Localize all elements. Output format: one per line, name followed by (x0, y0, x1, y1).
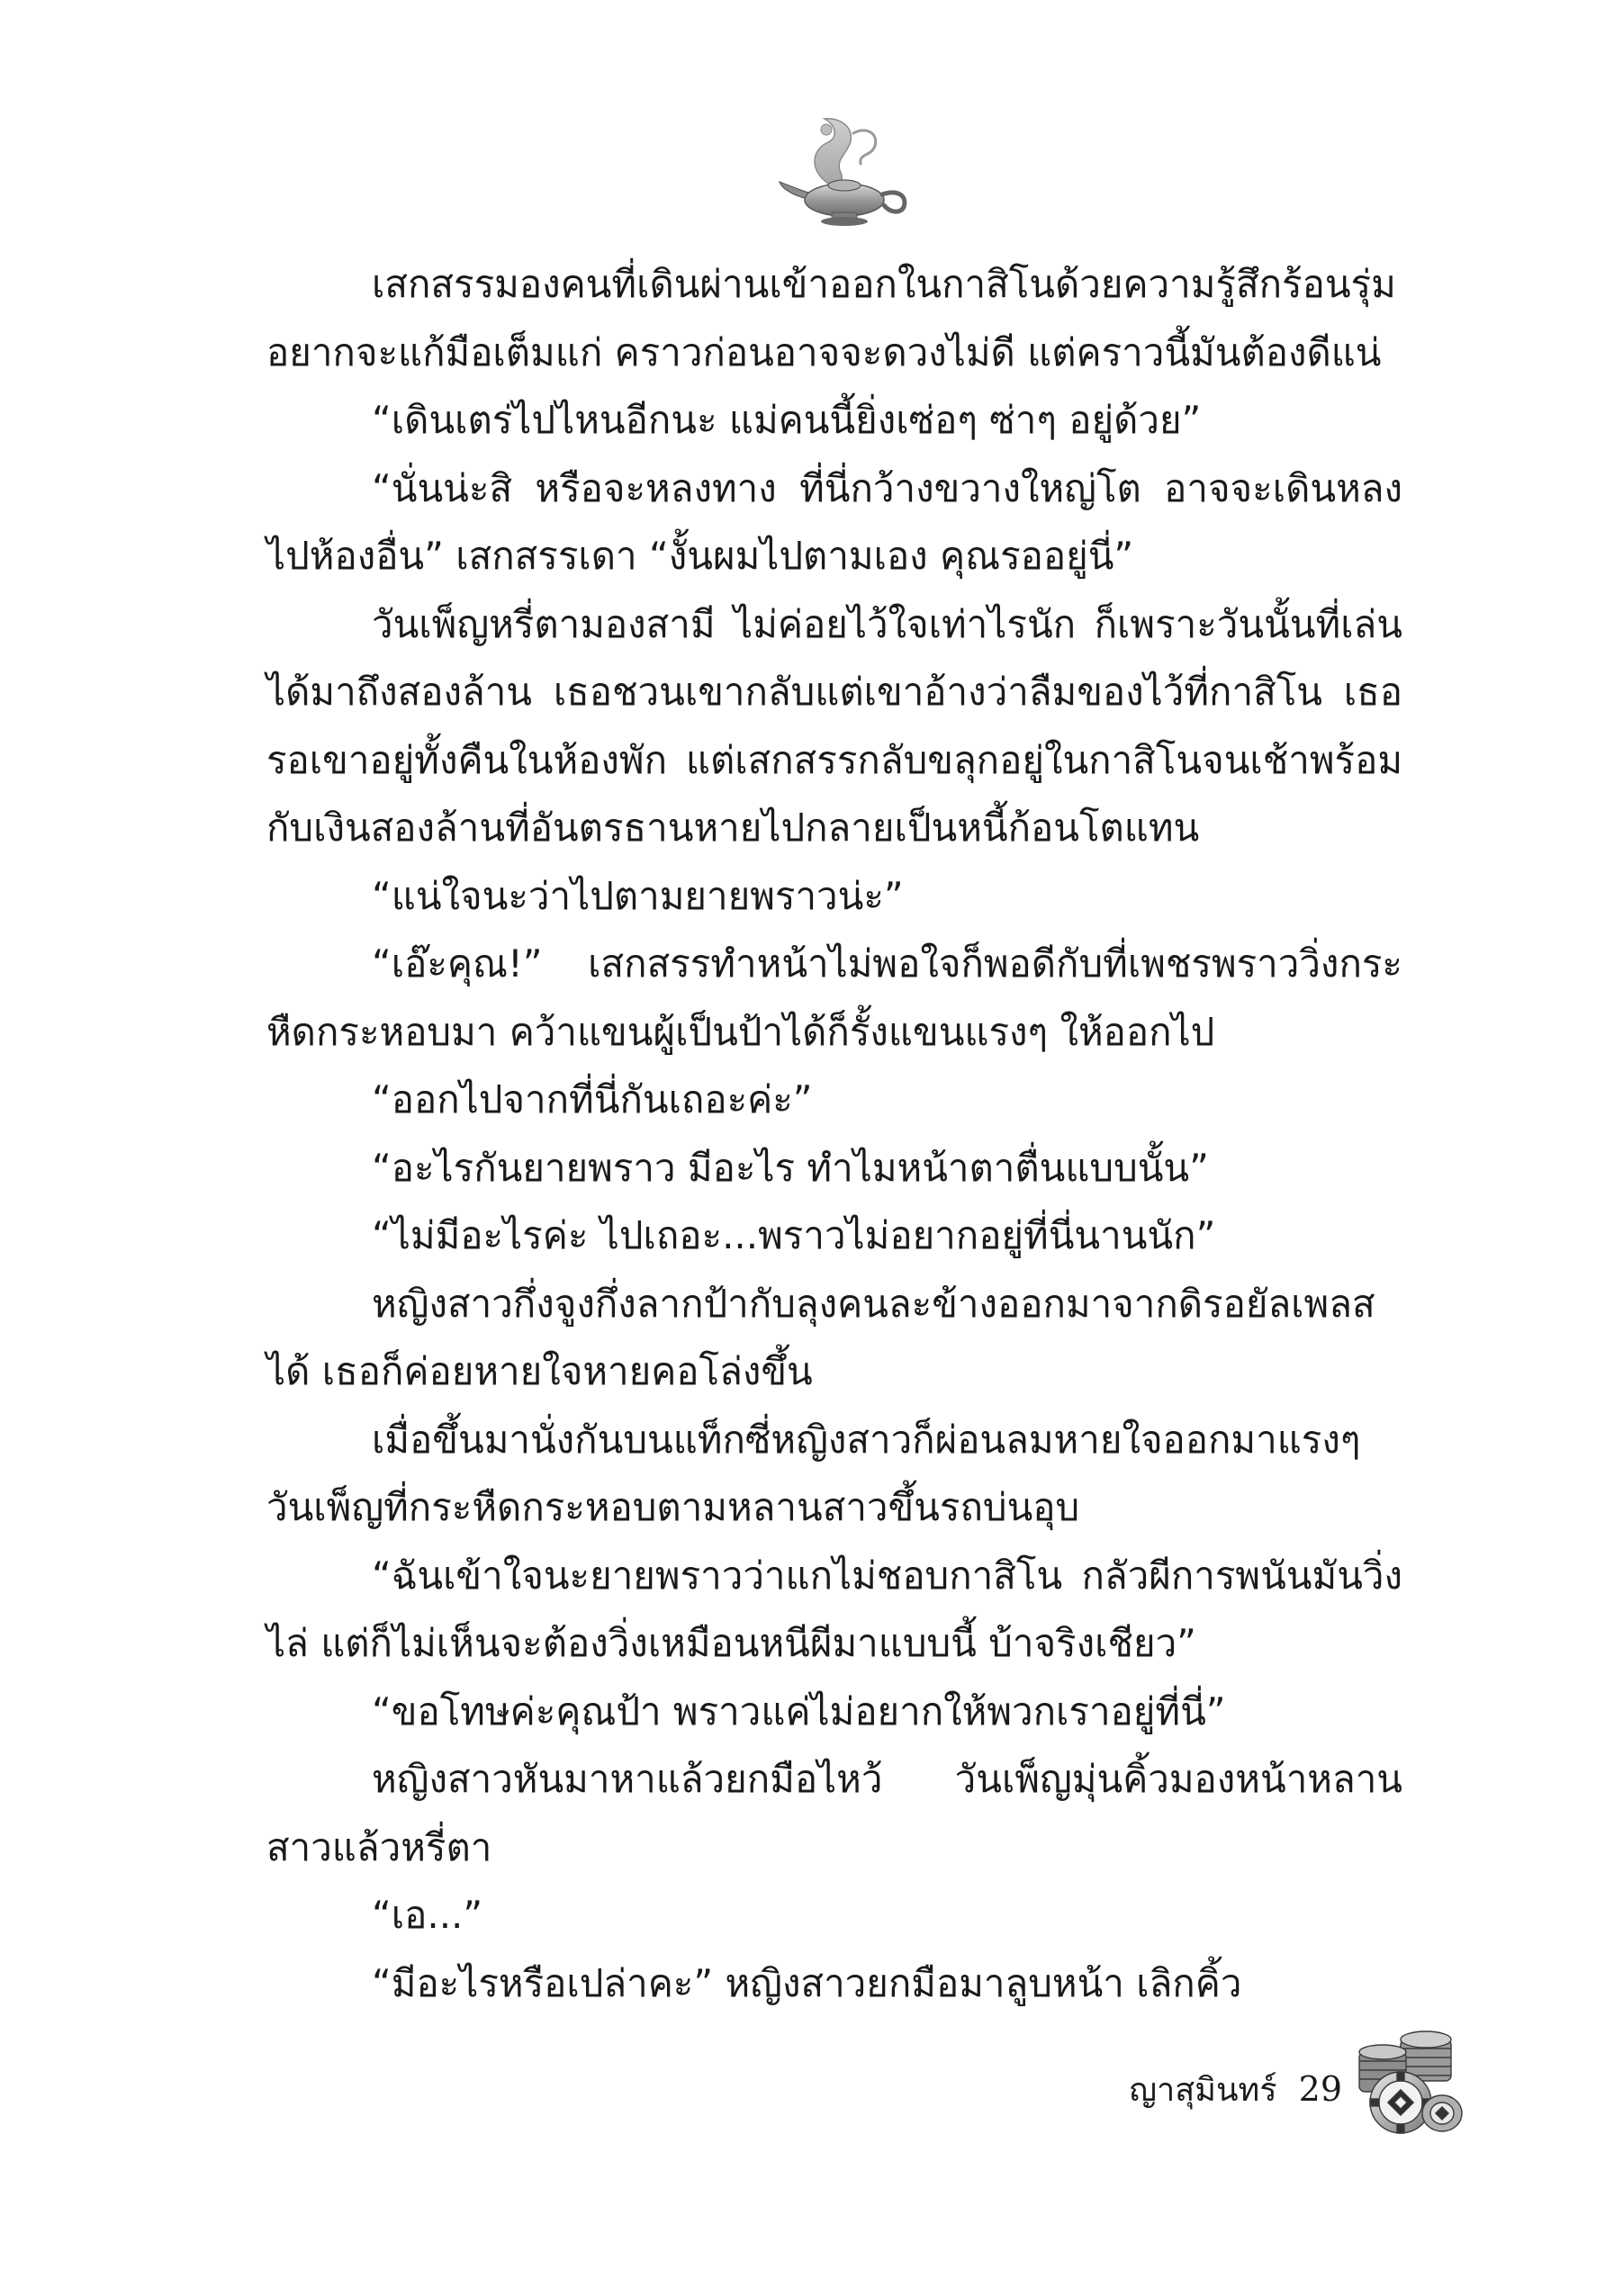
paragraph: หญิงสาวหันมาหาแล้วยกมือไหว้ วันเพ็ญมุ่นคิ้วมองหน้าหลานสาวแล้วหรี่ตา (266, 1757, 1402, 1869)
paragraph: “เดินเตร่ไปไหนอีกนะ แม่คนนี้ยิ่งเซ่อๆ ซ่าๆ อยู่ด้วย” (372, 398, 1202, 442)
paragraph: “นั่นน่ะสิ หรือจะหลงทาง ที่นี่กว้างขวางใหญ่โต อาจจะเดินหลงไปห้องอื่น” เสกสรรเดา “งั้นผมไปตามเอง คุณรออยู่นี่” (266, 465, 1402, 578)
paragraph: หญิงสาวกึ่งจูงกึ่งลากป้ากับลุงคนละข้างออกมาจากดิรอยัลเพลสได้ เธอก็ค่อยหายใจหายคอโล่งขึ้น (266, 1281, 1375, 1393)
paragraph: “มีอะไรหรือเปล่าคะ” หญิงสาวยกมือมาลูบหน้า เลิกคิ้ว (372, 1960, 1242, 2005)
paragraph: “เอ๊ะคุณ!” เสกสรรทำหน้าไม่พอใจก็พอดีกับที่เพชรพราววิ่งกระหืดกระหอบมา คว้าแขนผู้เป็นป้าได้ก็รั้งแขนแรงๆ ให้ออกไป (266, 941, 1402, 1054)
author-name: ญาสุมินทร์ (1129, 2071, 1277, 2109)
page-number: 29 (1298, 2069, 1342, 2109)
paragraph: วันเพ็ญหรี่ตามองสามี ไม่ค่อยไว้ใจเท่าไรนัก ก็เพราะวันนั้นที่เล่นได้มาถึงสองล้าน เธอชวนเขากลับแต่เขาอ้างว่าลืมของไว้ที่กาสิโน เธอรอเขาอยู่ทั้งคืนในห้องพัก แต่เสกสรรกลับขลุกอยู่ในกาสิโนจนเช้าพร้อมกับเงินสองล้านที่อันตรธานหายไปกลายเป็นหนี้ก้อนโตแทน (266, 601, 1402, 850)
page-footer (1129, 2057, 1342, 2120)
chapter-body (266, 250, 1402, 2017)
paragraph: “ขอโทษค่ะคุณป้า พราวแค่ไม่อยากให้พวกเราอยู่ที่นี่” (372, 1688, 1226, 1733)
genie-lamp-icon (772, 106, 916, 232)
paragraph: “ไม่มีอะไรค่ะ ไปเถอะ...พราวไม่อยากอยู่ที่นี่นานนัก” (372, 1213, 1216, 1257)
paragraph: “แน่ใจนะว่าไปตามยายพราวน่ะ” (372, 873, 904, 918)
paragraph: “ฉันเข้าใจนะยายพราวว่าแกไม่ชอบกาสิโน กลัวผีการพนันมันวิ่งไล่ แต่ก็ไม่เห็นจะต้องวิ่งเหมือนหนีผีมาแบบนี้ บ้าจริงเชียว” (266, 1553, 1402, 1665)
paragraph: เมื่อขึ้นมานั่งกันบนแท็กซี่หญิงสาวก็ผ่อนลมหายใจออกมาแรงๆ วันเพ็ญที่กระหืดกระหอบตามหลานสาวขึ้นรถบ่นอุบ (266, 1417, 1361, 1529)
casino-chips-icon (1347, 2030, 1465, 2137)
paragraph: “เอ...” (372, 1893, 483, 1937)
paragraph: เสกสรรมองคนที่เดินผ่านเข้าออกในกาสิโนด้วยความรู้สึกร้อนรุ่ม อยากจะแก้มือเต็มแก่ คราวก่อนอาจจะดวงไม่ดี แต่คราวนี้มันต้องดีแน่ (266, 262, 1396, 374)
paragraph: “อะไรกันยายพราว มีอะไร ทำไมหน้าตาตื่นแบบนั้น” (372, 1145, 1209, 1190)
paragraph: “ออกไปจากที่นี่กันเถอะค่ะ” (372, 1077, 813, 1121)
